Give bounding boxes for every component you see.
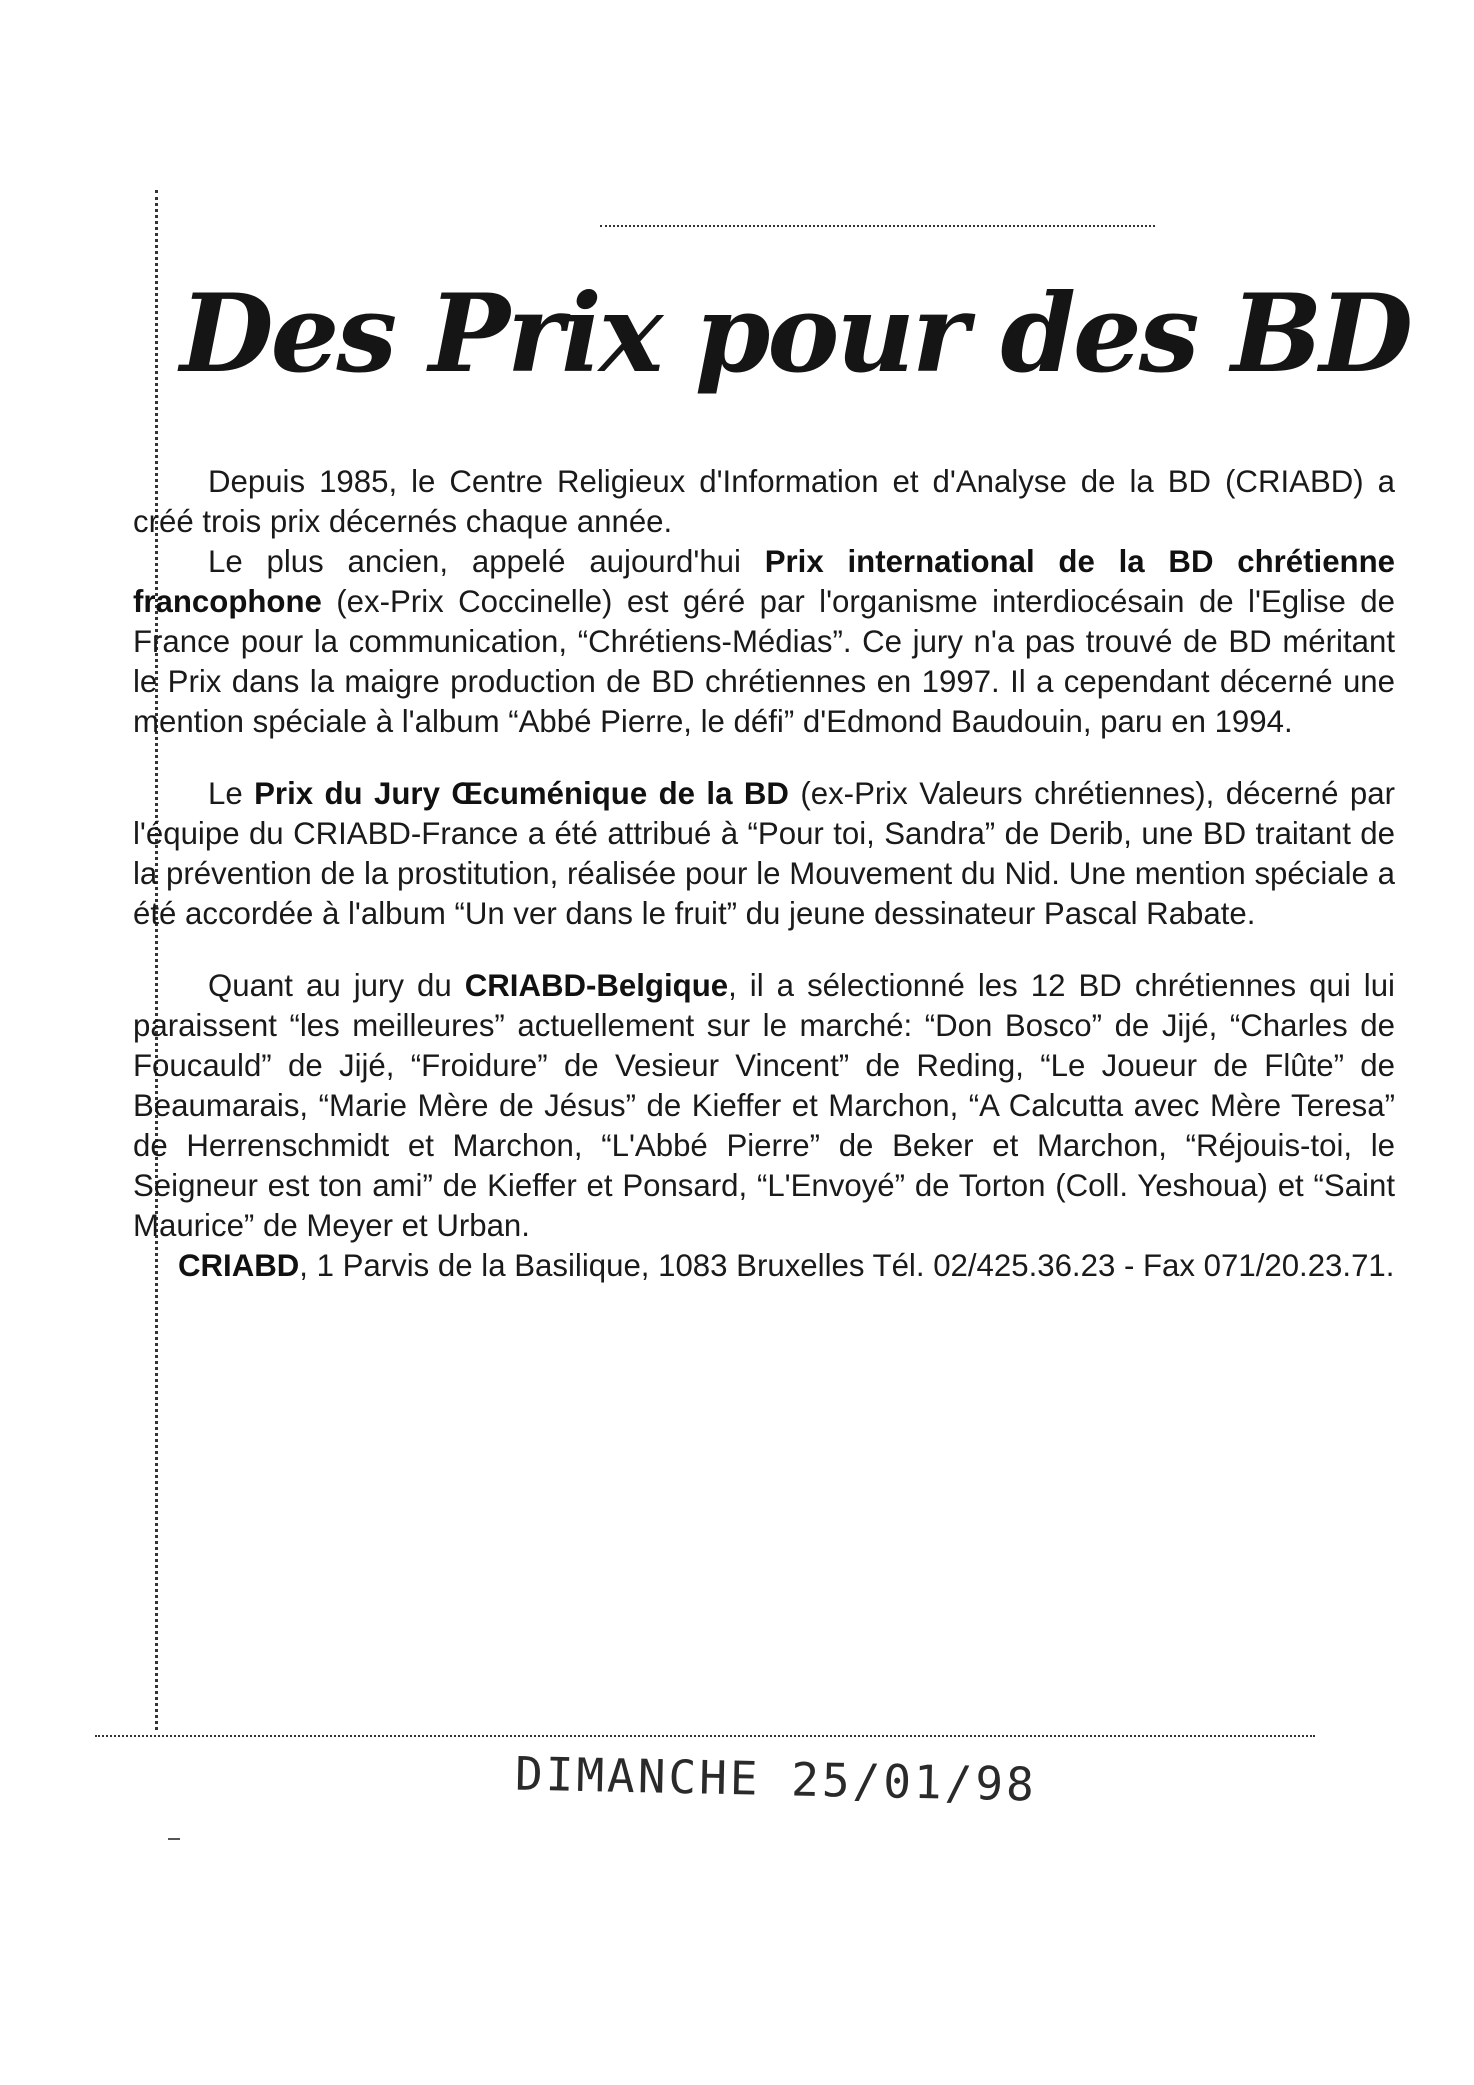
contact-address: , 1 Parvis de la Basilique, 1083 Bruxelles Tél. 02/425.36.23 - Fax 071/20.23.71.	[299, 1248, 1395, 1283]
paragraph-intro	[133, 462, 1395, 542]
paragraph-criabd-belgique	[133, 966, 1395, 1246]
paragraph-text: Depuis 1985, le Centre Religieux d'Information et d'Analyse de la BD (CRIABD) a créé trois prix décernés chaque année.	[133, 464, 1395, 539]
contact-line	[133, 1246, 1395, 1286]
paragraph-text: Quant au jury du	[208, 968, 465, 1003]
top-dotted-rule	[600, 225, 1155, 227]
stray-pen-mark	[168, 1838, 180, 1840]
prize-name: Prix du Jury Œcuménique de la BD	[254, 776, 789, 811]
paragraph-text: , il a sélectionné les 12 BD chrétiennes qui lui paraissent “les meilleures” actuellement sur le marché: “Don Bosco” de Jijé, “Charles de Foucauld” de Jijé, “Froidure” de Vesieur Vincent” de Reding, “Le Joueur de Flûte” de Beaumarais, “Marie Mère de Jésus” de Kieffer et Marchon, “A Calcutta avec Mère Teresa” de Herrenschmidt et Marchon, “L'Abbé Pierre” de Beker et Marchon, “Réjouis-toi, le Seigneur est ton ami” de Kieffer et Ponsard, “L'Envoyé” de Torton (Coll. Yeshoua) et “Saint Maurice” de Meyer et Urban.	[133, 968, 1395, 1243]
bottom-dotted-rule	[95, 1735, 1315, 1737]
paragraph-prix-jury	[133, 774, 1395, 934]
prize-name: Prix international de la BD chrétienne francophone	[133, 544, 1395, 619]
jury-name: CRIABD-Belgique	[464, 968, 729, 1003]
paragraph-text: Le plus ancien, appelé aujourd'hui	[208, 544, 765, 579]
article-title: Des Prix pour des BD	[180, 271, 1411, 397]
contact-org: CRIABD	[178, 1248, 300, 1283]
paragraph-text: Le	[208, 776, 255, 811]
paragraph-text: (ex-Prix Coccinelle) est géré par l'organisme interdiocésain de l'Eglise de France pour la communication, “Chrétiens-Médias”. Ce jury n'a pas trouvé de BD méritant le Prix dans la maigre production de BD chrétiennes en 1997. Il a cependant décerné une mention spéciale à l'album “Abbé Pierre, le défi” d'Edmond Baudouin, paru en 1994.	[133, 584, 1395, 739]
paragraph-text: (ex-Prix Valeurs chrétiennes), décerné par l'équipe du CRIABD-France a été attribué à “Pour toi, Sandra” de Derib, une BD traitant de la prévention de la prostitution, réalisée pour le Mouvement du Nid. Une mention spéciale a été accordée à l'album “Un ver dans le fruit” du jeune dessinateur Pascal Rabate.	[133, 776, 1395, 931]
article-body	[133, 462, 1395, 1286]
paragraph-prix-international	[133, 542, 1395, 742]
handwritten-date-note: DIMANCHE 25/01/98	[514, 1746, 1038, 1812]
